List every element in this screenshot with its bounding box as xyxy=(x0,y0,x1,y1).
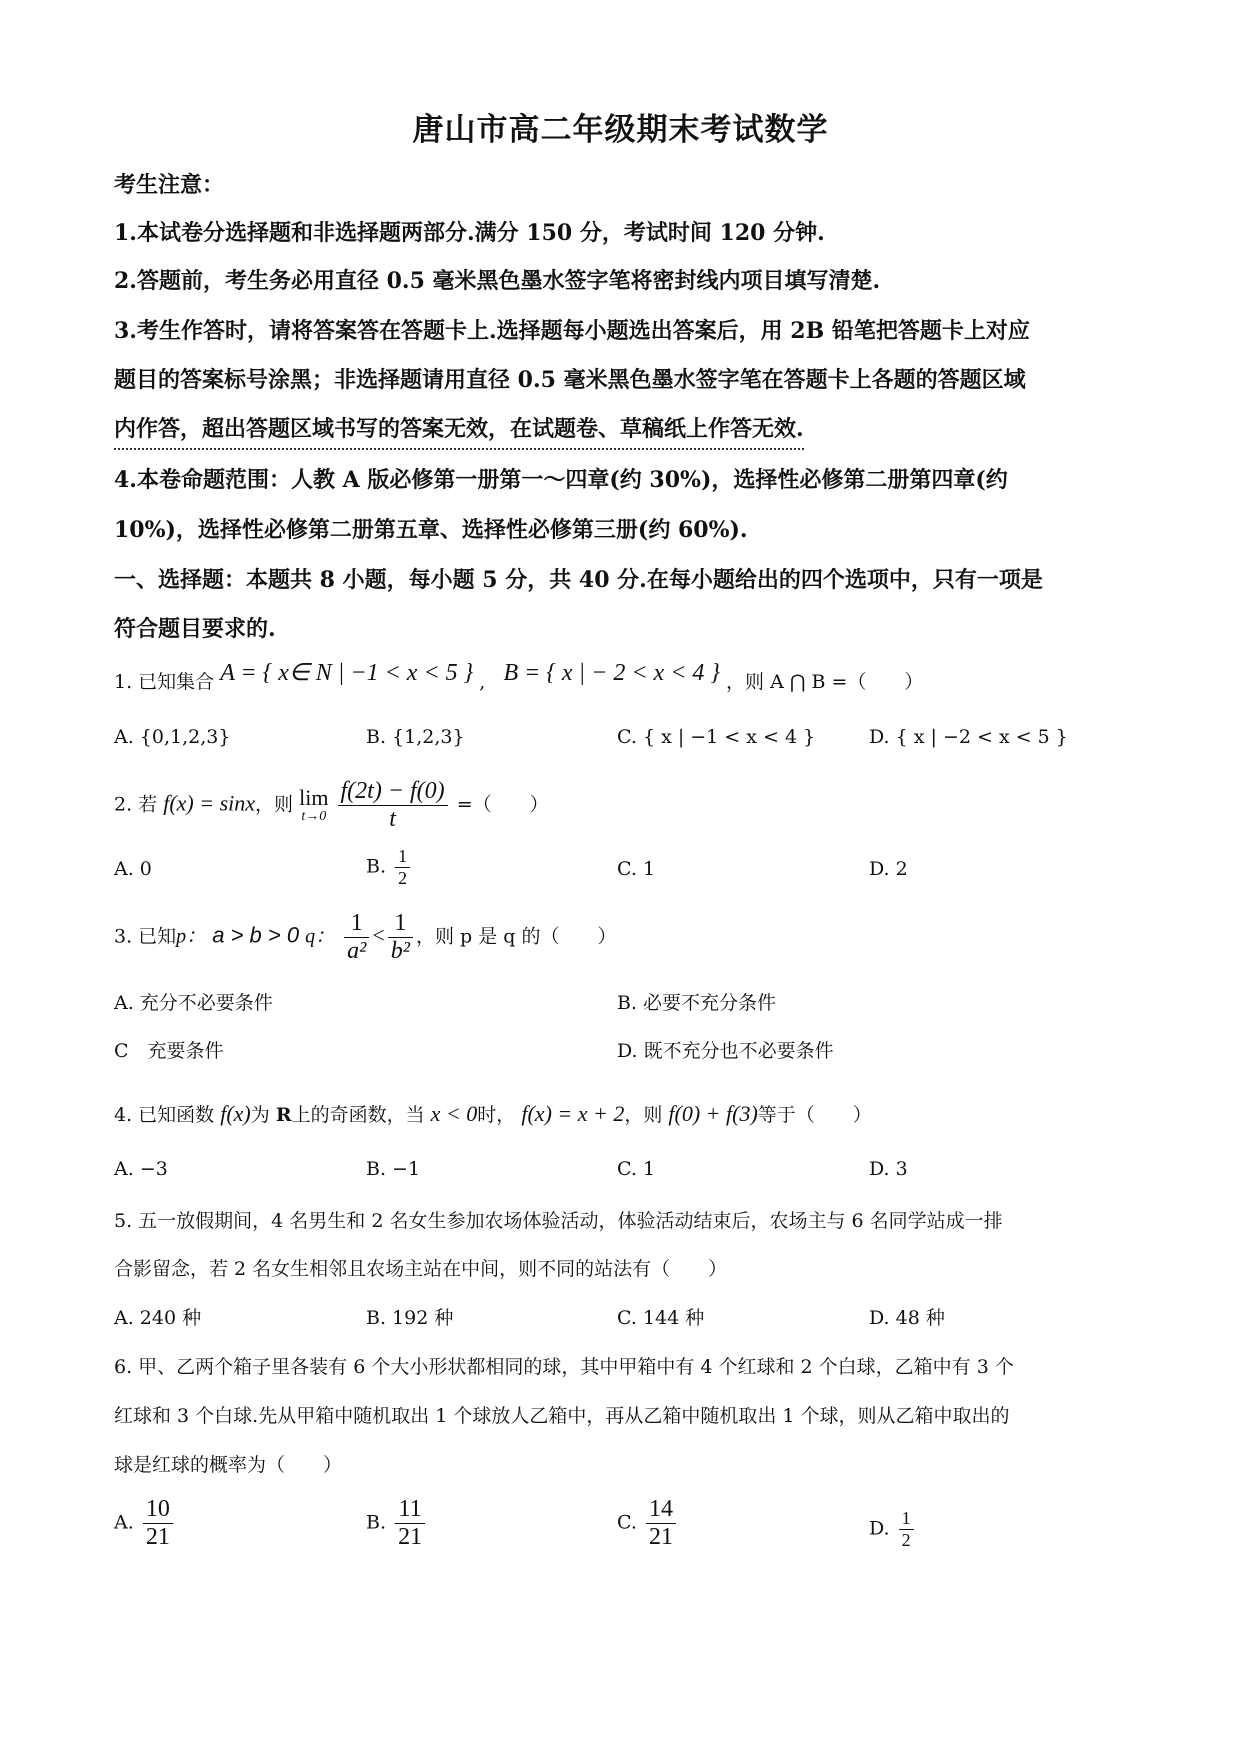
question-2-limit xyxy=(299,784,329,825)
question-6-line-2: 红球和 3 个白球.先从甲箱中随机取出 1 个球放人乙箱中，再从乙箱中随机取出 1 个球，则从乙箱中取出的 xyxy=(114,1405,1010,1427)
question-1-option-d: D. { x | −2 < x < 5 } xyxy=(869,726,1068,748)
question-1-suffix: ，则 A ⋂ B =（ ） xyxy=(726,671,924,693)
notice-heading: 考生注意： xyxy=(114,172,225,198)
question-5-option-a: A. 240 种 xyxy=(114,1307,202,1329)
question-2-option-b xyxy=(366,846,413,889)
question-1-stem: 1. 已知集合 A = { x∈ N | −1 < x < 5 } , B = { x | − 2 < x < 4 } ，则 A ⋂ B =（ ） xyxy=(114,660,924,693)
question-6-option-b-fraction xyxy=(395,1496,425,1551)
question-4-stem xyxy=(114,1100,872,1127)
question-6-option-d-den: 2 xyxy=(901,1530,911,1550)
question-1-set-b: B = { x | − 2 < x < 4 } xyxy=(503,660,720,686)
notice-item-3-line-1: 3.考生作答时，请将答案答在答题卡上.选择题每小题选出答案后，用 2B 铅笔把答题卡上对应 xyxy=(114,318,1030,344)
question-3-lhs-num: 1 xyxy=(344,910,369,938)
notice-item-3-line-3-text: 内作答，超出答题区域书写的答案无效，在试题卷、草稿纸上作答无效. xyxy=(114,416,804,450)
exam-title: 唐山市高二年级期末考试数学 xyxy=(412,112,829,148)
question-3-option-d: D. 既不充分也不必要条件 xyxy=(617,1040,834,1062)
notice-item-3-line-2: 题目的答案标号涂黑；非选择题请用直径 0.5 毫米黑色墨水签字笔在答题卡上各题的答题区域 xyxy=(114,367,1026,393)
question-4-definition: f(x) = x + 2 xyxy=(521,1101,625,1126)
question-3-suffix: ，则 p 是 q 的（ ） xyxy=(416,925,617,948)
question-3-option-b: B. 必要不充分条件 xyxy=(617,992,777,1014)
question-2-option-b-label: B. xyxy=(366,855,387,878)
question-2-function: f(x) = sinx xyxy=(163,790,256,816)
question-2-option-b-den: 2 xyxy=(398,868,408,888)
question-6-option-a-label: A. xyxy=(114,1511,134,1534)
question-6-option-b xyxy=(366,1496,428,1551)
question-1-set-a: A = { x∈ N | −1 < x < 5 } xyxy=(220,660,474,686)
question-2-fraction xyxy=(338,778,448,833)
question-6-option-d-fraction xyxy=(899,1508,914,1551)
question-5-option-b: B. 192 种 xyxy=(366,1307,454,1329)
question-4-text-f: 等于（ ） xyxy=(757,1104,872,1126)
question-6-option-d-label: D. xyxy=(869,1517,890,1540)
question-4-text-c: 上的奇函数，当 xyxy=(291,1104,425,1126)
question-4-expression: f(0) + f(3) xyxy=(668,1101,758,1126)
question-4-real-set: R xyxy=(275,1104,292,1126)
question-6-option-b-label: B. xyxy=(366,1511,387,1534)
question-6-option-c-den: 21 xyxy=(648,1524,673,1550)
question-6-option-a-num: 10 xyxy=(143,1496,173,1524)
question-6-option-a-fraction xyxy=(143,1496,173,1551)
question-2-lim-text: lim xyxy=(299,784,329,810)
question-6-option-d-num: 1 xyxy=(899,1508,914,1530)
notice-item-1: 1.本试卷分选择题和非选择题两部分.满分 150 分，考试时间 120 分钟. xyxy=(114,220,825,246)
question-3-less-than: < xyxy=(372,922,385,948)
question-2-mid: ，则 xyxy=(255,793,294,816)
notice-item-2: 2.答题前，考生务必用直径 0.5 毫米黑色墨水签字笔将密封线内项目填写清楚. xyxy=(114,268,881,294)
question-6-option-b-num: 11 xyxy=(395,1496,425,1524)
question-6-option-c-fraction xyxy=(646,1496,676,1551)
question-6-option-c-label: C. xyxy=(617,1511,637,1534)
question-1-option-a: A. {0,1,2,3} xyxy=(114,726,231,748)
question-5-line-1: 5. 五一放假期间，4 名男生和 2 名女生参加农场体验活动，体验活动结束后，农场主与 6 名同学站成一排 xyxy=(114,1210,1003,1232)
question-2-denominator: t xyxy=(389,806,396,832)
question-3-option-c: C 充要条件 xyxy=(114,1040,224,1062)
question-6-option-c-num: 14 xyxy=(646,1496,676,1524)
question-4-text-d: 时， xyxy=(477,1104,516,1126)
question-3-lhs-den: a² xyxy=(347,938,367,964)
question-2-suffix: =（ ） xyxy=(456,793,549,816)
question-3-lhs-fraction xyxy=(344,910,369,965)
question-2-stem xyxy=(114,778,549,833)
question-4-option-a: A. −3 xyxy=(114,1158,168,1180)
question-4-option-d: D. 3 xyxy=(869,1158,908,1180)
question-2-option-a: A. 0 xyxy=(114,858,152,880)
question-4-condition: x < 0 xyxy=(430,1101,478,1126)
notice-item-4-line-2: 10%)，选择性必修第二册第五章、选择性必修第三册(约 60%). xyxy=(114,517,748,543)
question-4-option-c: C. 1 xyxy=(617,1158,656,1180)
question-1-prefix: 1. 已知集合 xyxy=(114,671,215,693)
question-6-option-b-den: 21 xyxy=(398,1524,423,1550)
question-5-option-c: C. 144 种 xyxy=(617,1307,705,1329)
section-1-line-1: 一、选择题：本题共 8 小题，每小题 5 分，共 40 分.在每小题给出的四个选项中，只有一项是 xyxy=(114,567,1043,593)
question-5-line-2: 合影留念，若 2 名女生相邻且农场主站在中间，则不同的站法有（ ） xyxy=(114,1258,728,1280)
question-4-option-b: B. −1 xyxy=(366,1158,421,1180)
question-2-option-c: C. 1 xyxy=(617,858,656,880)
question-6-option-a-den: 21 xyxy=(145,1524,170,1550)
question-3-p-label: p： xyxy=(176,925,207,948)
question-4-text-b: 为 xyxy=(250,1104,270,1126)
question-3-prefix: 3. 已知 xyxy=(114,925,177,948)
question-4-fx: f(x) xyxy=(220,1101,251,1126)
question-3-rhs-fraction xyxy=(388,910,413,965)
notice-item-3-line-3 xyxy=(114,412,804,443)
question-3-rhs-den: b² xyxy=(390,938,410,964)
question-2-option-d: D. 2 xyxy=(869,858,908,880)
question-2-numerator: f(2t) − f(0) xyxy=(338,778,448,806)
question-2-option-b-fraction xyxy=(395,846,410,889)
question-4-text-a: 4. 已知函数 xyxy=(114,1104,215,1126)
question-4-text-e: ，则 xyxy=(624,1104,663,1126)
question-2-lim-subscript: t→0 xyxy=(301,808,327,824)
question-2-option-b-num: 1 xyxy=(395,846,410,868)
notice-item-4-line-1: 4.本卷命题范围：人教 A 版必修第一册第一～四章(约 30%)，选择性必修第二册第四章(约 xyxy=(114,467,1008,493)
question-6-line-1: 6. 甲、乙两个箱子里各装有 6 个大小形状都相同的球，其中甲箱中有 4 个红球和 2 个白球，乙箱中有 3 个 xyxy=(114,1356,1014,1378)
question-5-option-d: D. 48 种 xyxy=(869,1307,945,1329)
question-6-option-d xyxy=(869,1508,917,1551)
question-3-q-label: q： xyxy=(305,925,336,948)
question-3-stem xyxy=(114,910,616,965)
question-3-p-expression: a > b > 0 xyxy=(212,922,300,948)
question-1-option-b: B. {1,2,3} xyxy=(366,726,465,748)
section-1-line-2: 符合题目要求的. xyxy=(114,616,276,642)
question-6-line-3: 球是红球的概率为（ ） xyxy=(114,1454,343,1476)
question-3-option-a: A. 充分不必要条件 xyxy=(114,992,273,1014)
question-1-option-c: C. { x | −1 < x < 4 } xyxy=(617,726,816,748)
question-2-prefix: 2. 若 xyxy=(114,793,158,816)
question-6-option-a xyxy=(114,1496,176,1551)
question-3-rhs-num: 1 xyxy=(388,910,413,938)
question-6-option-c xyxy=(617,1496,679,1551)
